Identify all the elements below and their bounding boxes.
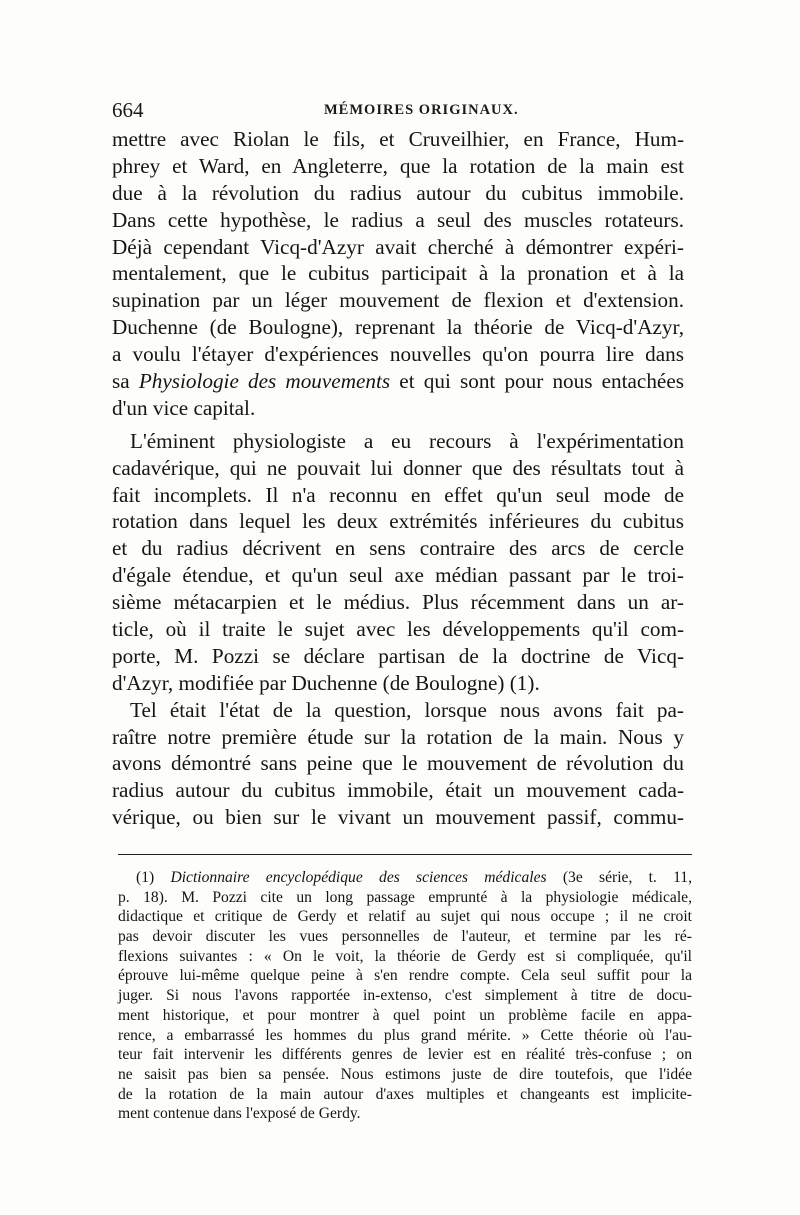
footnote-title-italic: Dictionnaire encyclopédique des sciences médicales [170,869,547,886]
footnote-marker: (1) [136,869,171,886]
text-line: Déjà cependant Vicq-d'Azyr avait cherché à démontrer expéri- [112,234,684,259]
footnote-line: de la rotation de la main autour d'axes multiples et changeants est implicite- [118,1085,692,1103]
text-line: mettre avec Riolan le fils, et Cruveilhier, en France, Hum- [112,127,684,151]
text-line: rotation dans lequel les deux extrémités inférieures du cubitus [112,509,684,534]
text-line: vérique, ou bien sur le vivant un mouvement passif, commu- [112,805,684,830]
text-line: mentalement, que le cubitus participait à la pronation et à la [112,261,684,286]
footnote-line: pas devoir discuter les vues personnelles de l'auteur, et termine par les ré- [118,928,692,946]
footnote-line: ment contenue dans l'exposé de Gerdy. [118,1105,361,1123]
main-text [112,126,684,831]
text-line: avons démontré sans peine que le mouvement de révolution du [112,751,684,776]
paragraph-first-line: Tel était l'état de la question, lorsque nous avons fait pa- [130,697,684,722]
text-line: fait incomplets. Il n'a reconnu en effet qu'un seul mode de [112,482,684,507]
paragraph-first-line: L'éminent physiologiste a eu recours à l'expérimentation [130,428,684,453]
page-header [112,98,692,126]
footnote-line: flexions suivantes : « On le voit, la théorie de Gerdy est si compliquée, qu'il [118,947,692,965]
footnote-line: ne saisit pas bien sa pensée. Nous estimons juste de dire toutefois, que l'idée [118,1065,692,1083]
text-line: et du radius décrivent en sens contraire des arcs de cercle [112,536,684,561]
text-line: supination par un léger mouvement de flexion et d'extension. [112,288,684,313]
footnote-line: juger. Si nous l'avons rapportée in-extenso, c'est simplement à titre de docu- [118,987,692,1005]
text-line: a voulu l'étayer d'expériences nouvelles qu'on pourra lire dans [112,342,684,367]
footnote-divider [118,854,692,855]
text-line [112,368,684,395]
footnote-line: didactique et critique de Gerdy et relatif au sujet qui nous occupe ; il ne croit [118,908,692,926]
text-line: raître notre première étude sur la rotation de la main. Nous y [112,724,684,749]
text-line: ticle, où il traite le sujet avec les développements qu'il com- [112,617,684,642]
text-line: sième métacarpien et le médius. Plus récemment dans un ar- [112,590,684,615]
text-line: Dans cette hypothèse, le radius a seul des muscles rotateurs. [112,207,684,232]
text-run: (3e série, t. 11, [546,869,692,886]
footnote-line: rence, a embarrassé les hommes du plus grand mérite. » Cette théorie où l'au- [118,1026,692,1044]
footnote [118,868,692,1124]
text-line: phrey et Ward, en Angleterre, que la rotation de la main est [112,153,684,178]
text-line: d'un vice capital. [112,395,256,420]
page-number: 664 [112,98,144,122]
footnote-line: p. 18). M. Pozzi cite un long passage emprunté à la physiologie médicale, [118,888,692,906]
running-head: MÉMOIRES ORIGINAUX. [324,102,519,118]
footnote-first-line [118,868,692,888]
text-line: d'Azyr, modifiée par Duchenne (de Boulogne) (1). [112,670,540,695]
text-line: Duchenne (de Boulogne), reprenant la théorie de Vicq-d'Azyr, [112,315,684,340]
text-run: sa [112,369,139,394]
text-line: due à la révolution du radius autour du cubitus immobile. [112,180,684,205]
text-line: cadavérique, qui ne pouvait lui donner que des résultats tout à [112,455,684,480]
text-line: radius autour du cubitus immobile, était un mouvement cada- [112,778,684,803]
text-line: d'égale étendue, et qu'un seul axe médian passant par le troi- [112,563,684,588]
footnote-line: éprouve lui-même quelque peine à s'en rendre compte. Cela seul suffit pour la [118,967,692,985]
text-line: porte, M. Pozzi se déclare partisan de la doctrine de Vicq- [112,643,684,668]
text-run: et qui sont pour nous entachées [390,369,684,394]
footnote-line: ment historique, et pour montrer à quel point un problème facile en appa- [118,1006,692,1024]
footnote-line: teur fait intervenir les différents genres de levier est en réalité très-confuse ; on [118,1046,692,1064]
book-title-italic: Physiologie des mouvements [138,369,391,394]
